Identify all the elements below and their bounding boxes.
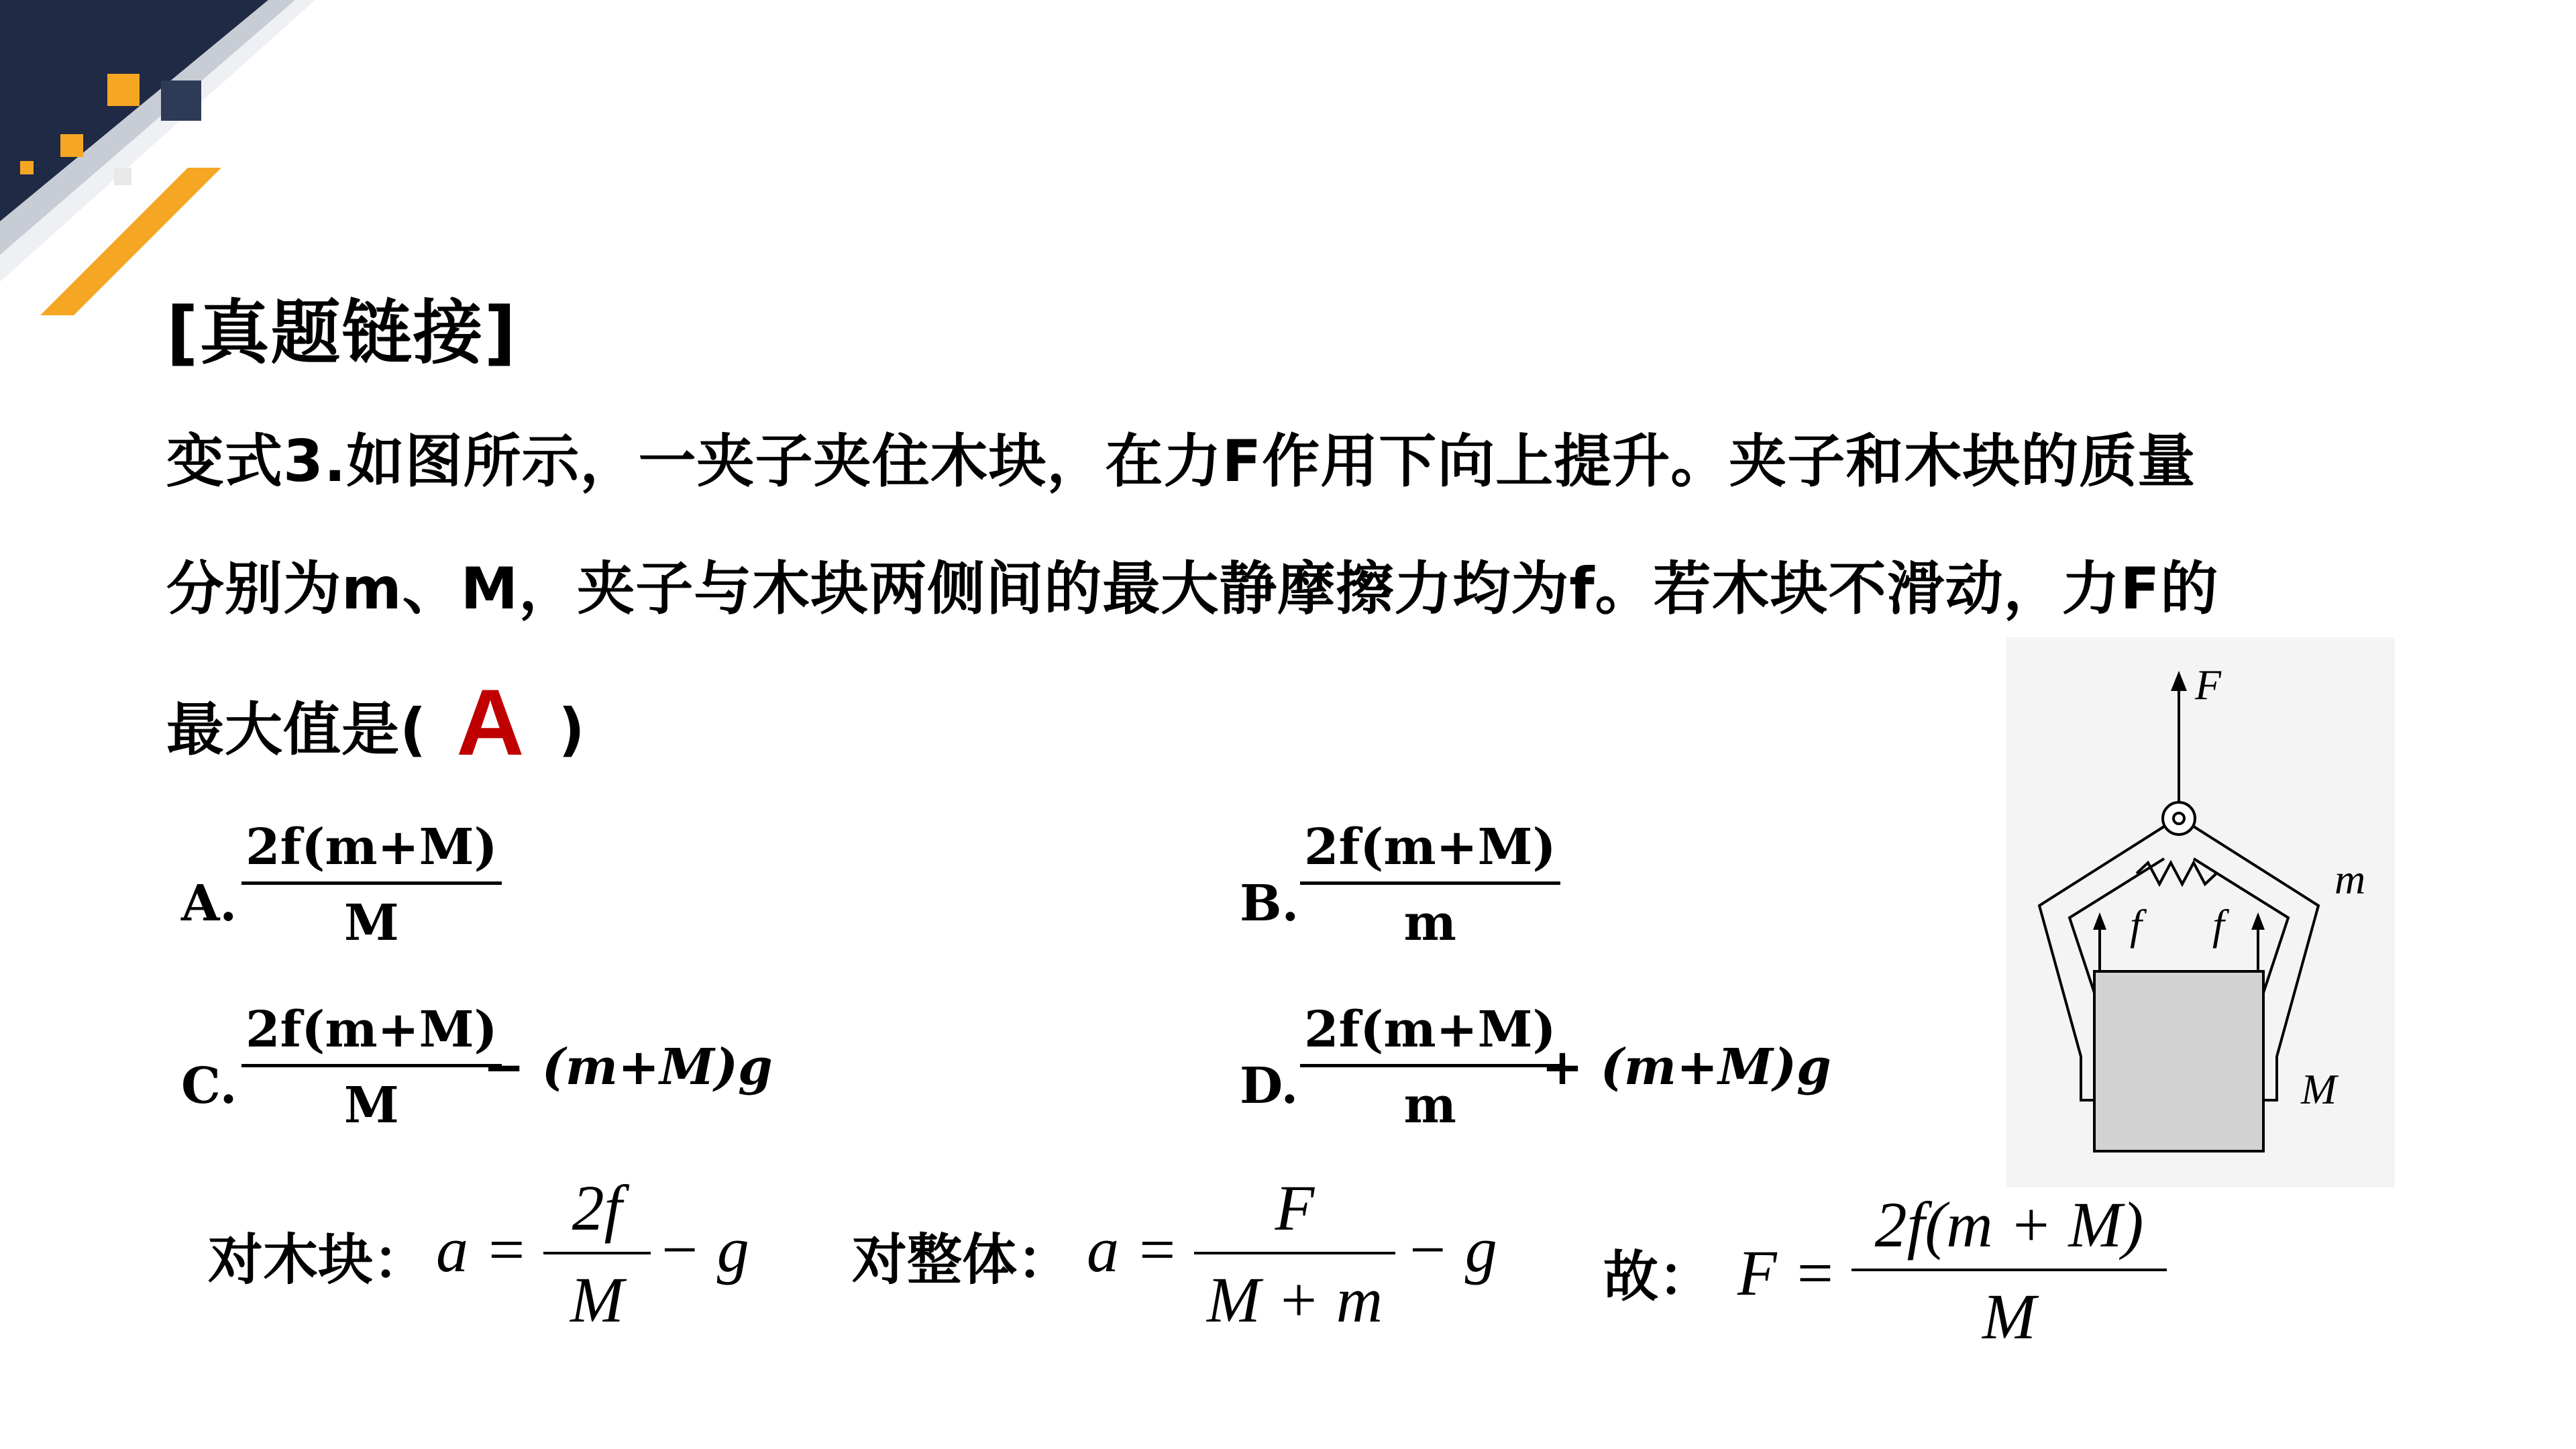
option-b: [1240, 818, 1615, 973]
solution-result: [1603, 1187, 2207, 1362]
block-mass-label: M: [2301, 1065, 2337, 1113]
option-d-tail: + (m+M)g: [1542, 1038, 1831, 1096]
option-d: [1240, 1001, 1843, 1155]
friction-left-label: f: [2130, 901, 2142, 949]
solution-whole-label: 对整体：: [852, 1228, 1073, 1292]
option-a: [181, 818, 557, 973]
solution-block-numerator: 2f: [572, 1172, 623, 1244]
solution-whole-denominator: M + m: [1206, 1264, 1383, 1336]
solution-whole-numerator: F: [1275, 1172, 1315, 1244]
solution-result-label: 故：: [1603, 1245, 1714, 1309]
clip-diagram: [2006, 637, 2395, 1187]
solution-block-tail: − g: [657, 1214, 749, 1285]
option-b-letter: B.: [1240, 875, 1299, 932]
solution-whole: [852, 1171, 1509, 1338]
option-d-fraction: [1300, 1001, 1560, 1134]
option-b-denominator: m: [1403, 894, 1456, 952]
solution-whole-tail: − g: [1405, 1214, 1497, 1285]
option-c-numerator: 2f(m+M): [246, 1001, 498, 1059]
option-a-numerator: 2f(m+M): [246, 818, 498, 876]
option-b-fraction: [1300, 818, 1560, 952]
force-label: F: [2195, 661, 2222, 708]
solution-whole-fraction: [1194, 1171, 1395, 1337]
option-c-tail: − (m+M)g: [483, 1038, 773, 1096]
clip-diagram-svg: [2006, 637, 2395, 1187]
option-c-denominator: M: [343, 1077, 399, 1134]
option-d-numerator: 2f(m+M): [1304, 1001, 1556, 1059]
option-b-numerator: 2f(m+M): [1304, 818, 1556, 876]
solution-block-fraction: [543, 1171, 651, 1337]
solution-block-denominator: M: [570, 1264, 624, 1336]
friction-right-label: f: [2212, 901, 2224, 949]
option-d-denominator: m: [1403, 1077, 1456, 1134]
answer-letter: A: [456, 669, 525, 775]
question-prefix: 最大值是(: [166, 696, 427, 763]
solution-result-denominator: M: [1982, 1281, 2036, 1352]
option-c-letter: C.: [181, 1057, 237, 1115]
solution-result-fraction: [1851, 1187, 2167, 1354]
section-title: [真题链接]: [166, 292, 518, 374]
option-c: [181, 1001, 785, 1155]
option-d-letter: D.: [1240, 1057, 1299, 1115]
question-line-3: [166, 668, 586, 777]
question-suffix: ): [558, 696, 586, 763]
solution-result-numerator: 2f(m + M): [1874, 1189, 2144, 1260]
question-line-1: 变式3.如图所示，一夹子夹住木块，在力F作用下向上提升。夹子和木块的质量: [166, 428, 2196, 495]
solution-block-label: 对木块：: [208, 1228, 429, 1292]
option-a-fraction: [241, 818, 502, 952]
solution-block-lhs: a =: [436, 1214, 528, 1285]
clip-mass-label: m: [2334, 855, 2366, 903]
solution-block: [208, 1171, 778, 1338]
option-c-fraction: [241, 1001, 502, 1134]
option-a-letter: A.: [181, 875, 237, 932]
option-a-denominator: M: [343, 894, 399, 952]
question-line-2: 分别为m、M，夹子与木块两侧间的最大静摩擦力均为f。若木块不滑动，力F的: [166, 555, 2219, 623]
solution-whole-lhs: a =: [1087, 1214, 1179, 1285]
solution-result-lhs: F =: [1737, 1237, 1837, 1309]
